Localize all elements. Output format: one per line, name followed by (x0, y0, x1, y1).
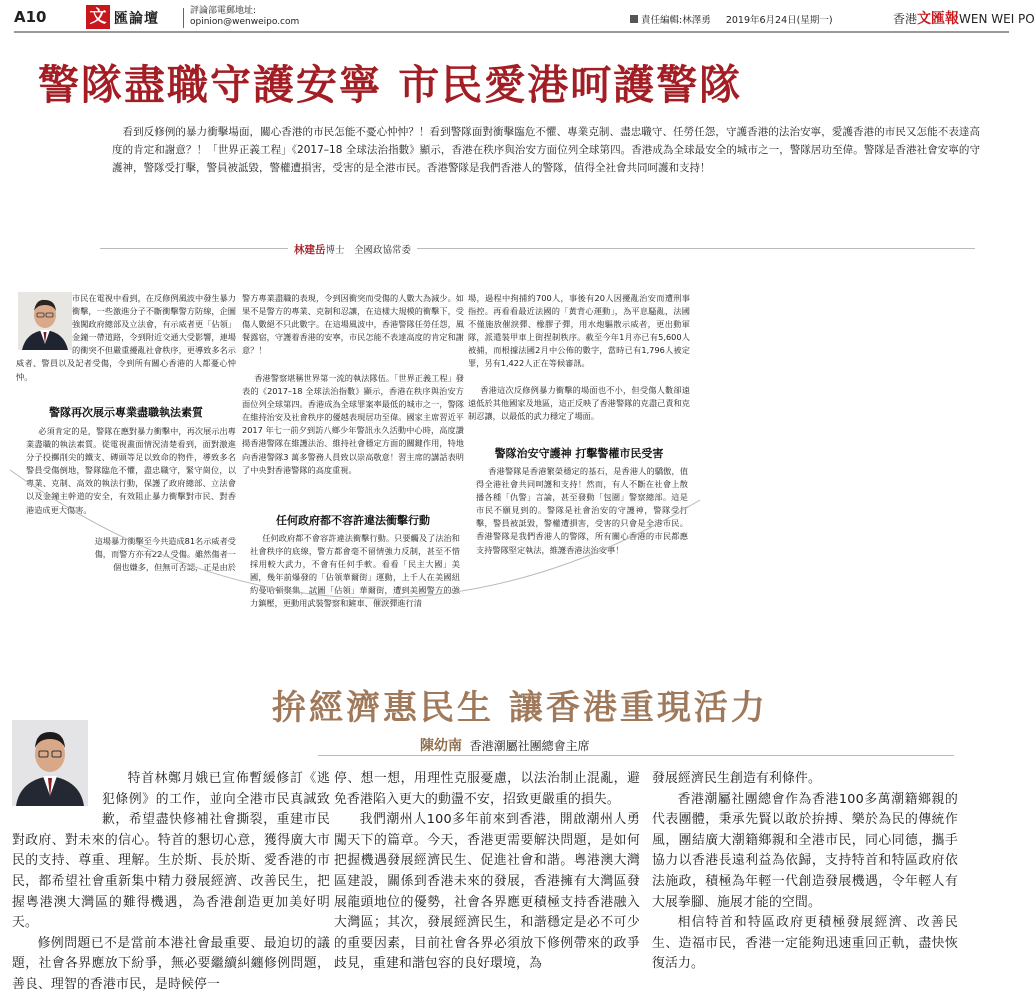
article1-author-name: 林建岳 (294, 244, 326, 256)
article1-col1-para2: 必須肯定的是，警隊在應對暴力衝擊中，再次展示出專業盡職的執法素質。從電視畫面情況清楚看到，面對激進分子投擲削尖的鐵支、磚頭等足以致命的物件，導致多名警員受傷倒地，警隊臨危不懼，盡忠職守，緊守崗位，以專業、克制、高效的執法行動，保護了政府總部、立法會以及金鐘主幹道的安全，有效阻止暴力衝擊對市民、對香港造成更大傷害。 (26, 426, 236, 515)
article1-author-title: 博士 全國政協常委 (325, 245, 412, 256)
article1-col1-para1 (16, 292, 236, 384)
article1-col3-para3: 香港警隊是香港繁榮穩定的基石，是香港人的驕傲，值得全港社會共同呵護和支持！然而，有人不斷在社會上散播各種「仇警」言論，甚至發動「包圍」警察總部。這是市民不願見到的。警隊是社會治安的守護神，警隊受打擊，警員被詆毀，警權遭損害，受害的只會是全港市民。香港警隊是我們香港人的警隊，所有關心香港的市民都應支持警隊堅定執法，維護香港法治安寧！ (476, 466, 688, 555)
article1-author-rule (100, 248, 975, 249)
section-logo: 文 (86, 5, 110, 29)
article1-subhead1: 警隊再次展示專業盡職執法素質 (49, 406, 203, 419)
article2-col1-para2: 修例問題已不是當前本港社會最重要、最迫切的議題，社會各界應放下紛爭，無必要繼續糾纏修例問題，善良、理智的香港市民，是時候停一 (12, 935, 330, 992)
article1-col3-para2: 香港這次反修例暴力衝擊的場面也不小，但受傷人數卻遠遠低於其他國家及地區，這正反映了香港警隊的克盡己責和克制忍讓，以最低的武力穩定了場面。 (468, 385, 690, 422)
article1-lead: 看到反修例的暴力衝擊場面，關心香港的市民怎能不憂心忡忡？！看到警隊面對衝擊臨危不懼、專業克制、盡忠職守、任勞任怨，守護香港的法治安寧，愛護香港的市民又怎能不表達高度的肯定和謝意？！「世界正義工程」《2017–18 全球法治指數》顯示，香港在秩序與治安方面位列全球第四。香港成為全球最安全的城市之一，警隊居功至偉。警隊是香港社會安寧的守護神，警隊受打擊，警員被詆毀，警權遭損害，受害的是全港市民。香港警隊是我們香港人的警隊，值得全社會共同呵護和支持！ (112, 126, 980, 174)
article2-col2 (334, 769, 640, 975)
article1-col1-para3: 這場暴力衝擊至今共造成81名示威者受傷，而警方亦有22人受傷。雖然傷者一個也嫌多，但無可否認，正是由於 (94, 536, 236, 573)
article2-title: 拚經濟惠民生 讓香港重現活力 (272, 688, 768, 728)
article2-col3-para1: 發展經濟民生創造有利條件。 (652, 771, 821, 786)
article2-col2-para2: 我們潮州人100多年前來到香港，開啟潮州人勇闖天下的篇章。今天，香港更需要解決問題，是如何把握機遇發展經濟民生、促進社會和諧。粵港澳大灣區建設，關係到香港未來的發展，香港擁有大灣區發展龍頭地位的優勢，社會各界應更積極支持香港融入大灣區；其次，發展經濟民生，和諧穩定是必不可少的重要因素，目前社會各界必須放下修例帶來的政爭歧見，重建和諧包容的良好環境，為 (334, 812, 640, 972)
square-icon (630, 15, 638, 23)
article2-col1-para1: 特首林鄭月娥已宣佈暫緩修訂《逃犯條例》的工作，並向全港市民真誠致歉，希望盡快修補社會撕裂，重建市民對政府、對未來的信心。特首的懇切心意，獲得廣大市民的支持、尊重、理解。生於斯、長於斯、愛香港的市民，都希望社會重新集中精力發展經濟、改善民生，把握粵港澳大灣區的難得機遇，為香港創造更加美好明天。 (12, 771, 330, 931)
article2-col3 (652, 769, 958, 975)
article2-author-rule (318, 755, 954, 756)
dept-email-address: opinion@wenweipo.com (190, 17, 300, 27)
article1-subhead2: 任何政府都不容許違法衝擊行動 (276, 514, 430, 527)
article2-col3-para2: 香港潮屬社團總會作為香港100多萬潮籍鄉親的代表團體，秉承先賢以敢於拚搏、樂於為民的傳統作風，團結廣大潮籍鄉親和全港市民，同心同德，攜手協力以香港長遠利益為依歸，支持特首和特區政府依法施政，積極為年輕一代創造發展機遇，令年輕人有大展拳腳、施展才能的空間。 (652, 791, 958, 910)
article1-col2-para2: 香港警察堪稱世界第一流的執法隊伍。「世界正義工程」發表的《2017–18 全球法治指數》顯示，香港在秩序與治安方面位列全球第四。香港成為全球罪案率最低的城市之一，警隊在維持治安及社會秩序的優越表現居功至偉。國家主席習近平2017 年七一前夕到訪八鄉少年警訊永久活動中心時，高度讚揚香港警隊在維護法治、維持社會穩定方面的關鍵作用，特地向香港警隊3 萬多警務人員致以崇高敬意！習主席的講話表明了中央對香港警隊的高度重視。 (242, 373, 464, 475)
article1-col2-para3: 任何政府都不會容許違法衝擊行動。只要觸及了法治和社會秩序的底線，警方都會毫不留情強力反制，甚至不惜採用較大武力，不會有任何手軟。看看「民主大國」美國，幾年前爆發的「佔領華爾街」運動，上千人在美國紐約曼哈頓聚集，試圖「佔領」華爾街，遭到美國警方的強力鎮壓，更動用武裝警察和鏟車、催淚彈進行清 (250, 533, 460, 609)
masthead-brand (893, 8, 1035, 28)
article1-title: 警隊盡職守護安寧 市民愛港呵護警隊 (38, 61, 743, 109)
editor-credit: 責任編輯:林澤勇 (641, 15, 711, 26)
issue-date: 2019年6月24日(星期一) (725, 15, 833, 26)
article2-col2-para1: 停、想一想，用理性克服憂慮，以法治制止混亂，避免香港陷入更大的動盪不安，招致更嚴重的損失。 (334, 771, 640, 807)
dept-email (190, 6, 299, 28)
article2-author-name: 陳幼南 (420, 738, 462, 754)
brand-en: WEN WEI PO (959, 12, 1035, 26)
header-separator (183, 8, 184, 28)
article1-subhead3: 警隊治安守護神 打擊警權市民受害 (494, 447, 664, 460)
article1-col1-para1-text: 市民在電視中看到，在反修例風波中發生暴力衝擊，一些激進分子不斷衝擊警方防線，企圖強闖政府總部及立法會，有示威者更「佔領」金鐘一帶道路，令到附近交通大受影響，連場的衝突不但嚴重擾亂社會秩序，更導致多名示威者、警員以及記者受傷，令到所有關心香港的人都憂心忡忡。 (16, 293, 236, 382)
article2-byline (420, 735, 590, 755)
brand-city: 香港 (893, 12, 918, 26)
article1-col3-para1: 場，過程中拘捕約700人，事後有20人因擾亂治安而遭刑事指控。再看看最近法國的「黃背心運動」，為平息騷亂，法國不僅施放催淚彈、橡膠子彈，用水炮驅散示威者，更出動軍隊，派遣裝甲車上街捏制秩序。截至今年1月亦已有5,600人被捕，而根據法國2月中公佈的數字，當時已有1,796人被定罪，另有1,422人正在等候審訊。 (468, 293, 690, 369)
article2-col1 (12, 769, 330, 996)
header-meta (630, 12, 833, 26)
brand-cn: 文匯報 (917, 11, 960, 27)
section-name: 匯論壇 (114, 11, 159, 27)
article2-col3-para3: 相信特首和特區政府更積極發展經濟、改善民生、造福市民，香港一定能夠迅速重回正軌，盡快恢復活力。 (652, 915, 958, 972)
page-number: A10 (14, 8, 47, 26)
dept-label: 評論部電郵地址: (190, 6, 257, 16)
article2-author-title: 香港潮屬社團總會主席 (469, 739, 590, 753)
article1-byline (288, 242, 417, 257)
header-rule (14, 31, 1009, 33)
article1-col2-para1: 警方專業盡職的表現，令到因衝突而受傷的人數大為減少。如果不是警方的專業、克制和忍讓，在這樣大規模的衝擊下，受傷人數絕不只此數字。在這場風波中，香港警隊任勞任怨，風餐露宿，守護着香港的安寧，市民怎能不表達高度的肯定和謝意？！ (242, 293, 464, 356)
